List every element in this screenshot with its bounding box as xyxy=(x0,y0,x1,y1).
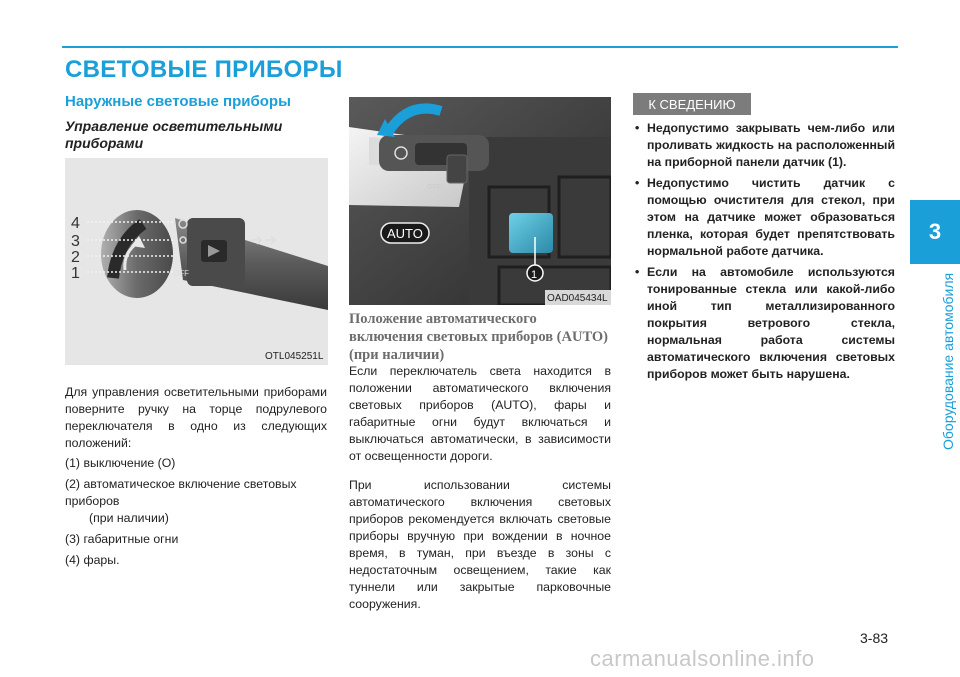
position-2-note: (при наличии) xyxy=(89,511,169,525)
auto-heading: Положение автоматического включения световых приборов (AUTO) (при наличии) xyxy=(349,311,608,363)
auto-paragraph-2: При использовании системы автоматического включения световых приборов рекомендуется включать световые приборы вручную при вождении в ночное время, в туман, при въезде в зоны с недостаточным освещением, такие как туннели или закрытые парковочные сооружения. xyxy=(349,478,611,611)
marker-3: 3 xyxy=(71,233,80,250)
chapter-side-label xyxy=(938,270,958,450)
auto-paragraph-1: Если переключатель света находится в положении автоматического включения световых приборов (AUTO), фары и габаритные огни будут включаться и выключаться автоматически, в зависимости от освещенности дороги. xyxy=(349,364,611,463)
figure2-caption: OAD045434L xyxy=(547,293,608,304)
intro-paragraph: Для управления осветительными приборами поверните ручку на торце подрулевого переключателя в одно из следующих положений: xyxy=(65,385,327,450)
page-number: 3-83 xyxy=(860,630,889,646)
middle-column-text xyxy=(349,363,611,613)
position-3: (3) габаритные огни xyxy=(65,532,179,546)
header-rule xyxy=(62,46,898,48)
note-list xyxy=(633,120,895,387)
position-1: (1) выключение (O) xyxy=(65,456,176,470)
marker-2: 2 xyxy=(71,249,80,266)
note-badge: К СВЕДЕНИЮ xyxy=(633,93,751,115)
chapter-title: Оборудование автомобиля xyxy=(940,272,956,450)
section-title: СВЕТОВЫЕ ПРИБОРЫ xyxy=(65,56,343,83)
auto-light-figure xyxy=(349,97,611,305)
figure1-caption: OTL045251L xyxy=(265,351,324,362)
light-sensor xyxy=(509,213,553,253)
marker-4: 4 xyxy=(71,215,80,232)
light-switch-illustration xyxy=(65,158,328,365)
left-column-text xyxy=(65,384,327,569)
note-item: • Недопустимо чистить датчик с помощью очистителя для стекол, при этом на датчике может образоваться пленка, которая будет препятствовать нормальной работе датчика. xyxy=(633,175,895,260)
off-label-2: OFF xyxy=(427,184,441,191)
position-2: (2) автоматическое включение световых приборов xyxy=(65,477,297,508)
chapter-number: 3 xyxy=(928,219,942,244)
sub-subsection-title: Управление осветительными приборами xyxy=(65,118,283,151)
chapter-tab xyxy=(910,200,960,264)
subsection-title: Наружные световые приборы xyxy=(65,93,291,110)
auto-light-illustration xyxy=(349,97,611,305)
auto-label: AUTO xyxy=(387,226,423,241)
marker-1: 1 xyxy=(71,265,80,282)
note-item: • Если на автомобиле используются тонированные стекла или какой-либо иной тип металлизированного покрытия ветрового стекла, нормальная работа системы автоматического включения световых приборов может быть нарушена. xyxy=(633,264,895,383)
off-label: OFF xyxy=(173,269,189,278)
note-item: • Недопустимо закрывать чем-либо или проливать жидкость на расположенный на приборной панели датчик (1). xyxy=(633,120,895,171)
watermark: carmanualsonline.info xyxy=(590,646,815,671)
light-switch-figure xyxy=(65,158,328,365)
position-4: (4) фары. xyxy=(65,553,120,567)
marker-sensor-1: 1 xyxy=(531,269,538,281)
